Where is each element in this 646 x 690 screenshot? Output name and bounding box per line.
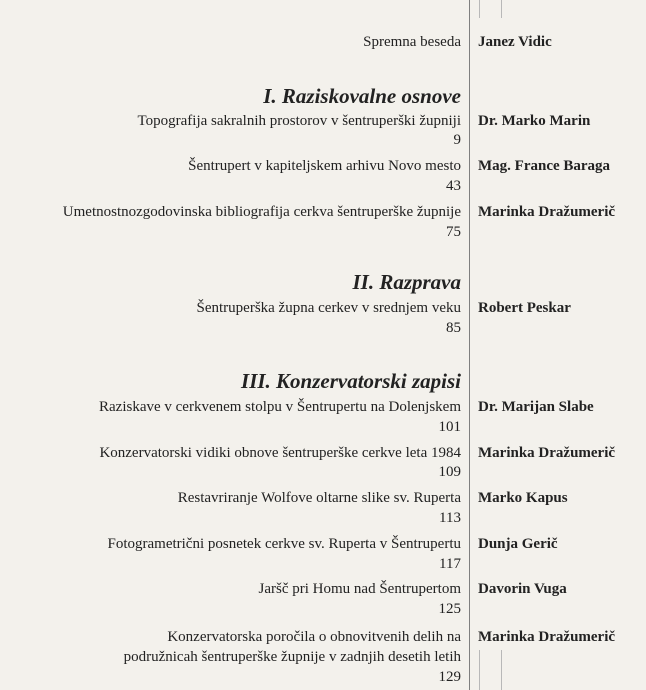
entry-title-4: Šentruperška župna cerkev v srednjem veku xyxy=(196,300,461,316)
bottom-rule-right xyxy=(501,650,502,690)
intro-title: Spremna beseda xyxy=(363,34,461,50)
entry-page-4: 85 xyxy=(446,320,461,336)
entry-page-2: 43 xyxy=(446,178,461,194)
top-rule-right xyxy=(501,0,502,18)
entry-author-2: Mag. France Baraga xyxy=(478,158,611,174)
entry-author-6: Marinka Dražumerič xyxy=(478,445,616,461)
entry-author-9: Davorin Vuga xyxy=(478,581,567,597)
top-rule-left xyxy=(479,0,480,18)
entry-title-2: Šentrupert v kapiteljskem arhivu Novo mesto xyxy=(188,158,461,174)
intro-author: Janez Vidic xyxy=(478,34,552,50)
entry-title-7: Restavriranje Wolfove oltarne slike sv. Ruperta xyxy=(177,490,461,506)
entry-page-8: 117 xyxy=(439,556,461,572)
entry-author-7: Marko Kapus xyxy=(478,490,568,506)
section-title-2: II. Razprava xyxy=(352,270,461,294)
entry-author-3: Marinka Dražumerič xyxy=(478,204,616,220)
entry-page-5: 101 xyxy=(438,419,461,435)
entry-title-6: Konzervatorski vidiki obnove šentruperške cerkve leta 1984 xyxy=(99,445,461,461)
entry-title-10-line-1: Konzervatorska poročila o obnovitvenih delih na xyxy=(167,629,461,645)
entry-page-7: 113 xyxy=(439,510,461,526)
entry-page-6: 109 xyxy=(438,464,461,480)
entry-author-10: Marinka Dražumerič xyxy=(478,629,616,645)
entry-author-4: Robert Peskar xyxy=(478,300,571,316)
entry-title-3: Umetnostnozgodovinska bibliografija cerkva šentruperške župnije xyxy=(62,204,461,220)
entry-author-1: Dr. Marko Marin xyxy=(478,113,591,129)
section-title-1: I. Raziskovalne osnove xyxy=(263,84,461,108)
entry-title-8: Fotogrametrični posnetek cerkve sv. Ruperta v Šentrupertu xyxy=(107,536,461,552)
entry-author-5: Dr. Marijan Slabe xyxy=(478,399,594,415)
entry-page-9: 125 xyxy=(438,601,461,617)
column-divider xyxy=(469,0,470,690)
bottom-rule-left xyxy=(479,650,480,690)
entry-page-10: 129 xyxy=(438,669,461,685)
entry-title-9: Jaršč pri Homu nad Šentrupertom xyxy=(258,581,461,597)
entry-page-3: 75 xyxy=(446,224,461,240)
entry-title-5: Raziskave v cerkvenem stolpu v Šentrupertu na Dolenjskem xyxy=(99,399,461,415)
section-title-3: III. Konzervatorski zapisi xyxy=(241,369,461,393)
entry-page-1: 9 xyxy=(453,132,461,148)
entry-author-8: Dunja Gerič xyxy=(478,536,558,552)
entry-title-10-line-2: podružnicah šentruperške župnije v zadnjih desetih letih xyxy=(123,649,461,665)
entry-title-1: Topografija sakralnih prostorov v šentruperški župniji xyxy=(137,113,461,129)
